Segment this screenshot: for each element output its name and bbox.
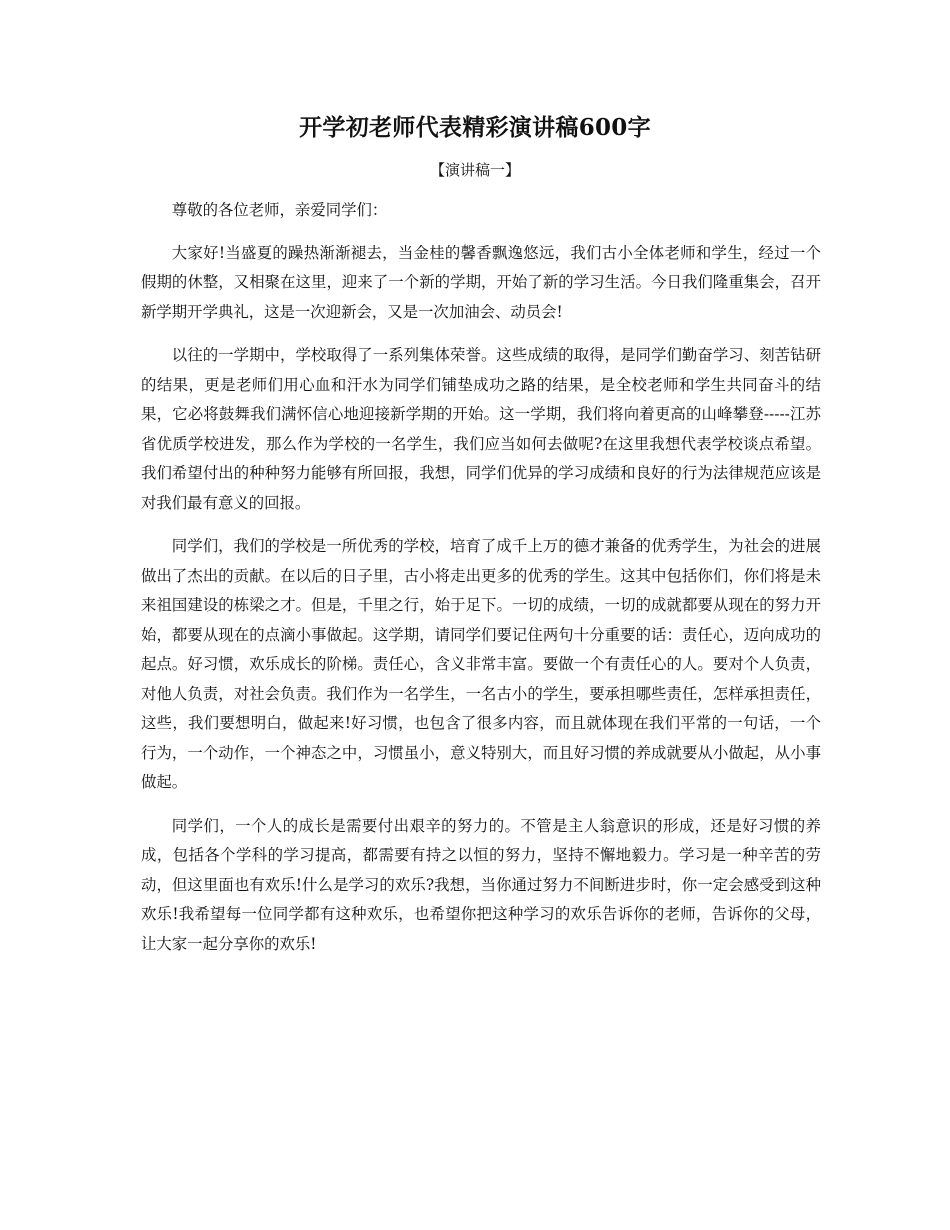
- greeting-paragraph: 尊敬的各位老师，亲爱同学们：: [171, 201, 388, 219]
- document-body: [141, 196, 821, 973]
- body-paragraph: 同学们，一个人的成长是需要付出艰辛的努力的。不管是主人翁意识的形成，还是好习惯的养成，包括各个学科的学习提高，都需要有持之以恒的努力，坚持不懈地毅力。学习是一种辛苦的劳动，但这里面也有欢乐!什么是学习的欢乐?我想，当你通过努力不间断进步时，你一定会感受到这种欢乐!我希望每一位同学都有这种欢乐，也希望你把这种学习的欢乐告诉你的老师，告诉你的父母，让大家一起分享你的欢乐!: [141, 816, 821, 953]
- document-subtitle: 【演讲稿一】: [429, 161, 520, 179]
- body-paragraph: 大家好!当盛夏的躁热渐渐褪去，当金桂的馨香飘逸悠远，我们古小全体老师和学生，经过一个假期的休整，又相聚在这里，迎来了一个新的学期，开始了新的学习生活。今日我们隆重集会，召开新学期开学典礼，这是一次迎新会，又是一次加油会、动员会!: [141, 243, 821, 321]
- document-title: 开学初老师代表精彩演讲稿600字: [299, 114, 651, 141]
- body-paragraph: 同学们，我们的学校是一所优秀的学校，培育了成千上万的德才兼备的优秀学生，为社会的进展做出了杰出的贡献。在以后的日子里，古小将走出更多的优秀的学生。这其中包括你们，你们将是未来祖国建设的栋梁之才。但是，千里之行，始于足下。一切的成绩，一切的成就都要从现在的努力开始，都要从现在的点滴小事做起。这学期，请同学们要记住两句十分重要的话：责任心，迈向成功的起点。好习惯，欢乐成长的阶梯。责任心，含义非常丰富。要做一个有责任心的人。要对个人负责，对他人负责，对社会负责。我们作为一名学生，一名古小的学生，要承担哪些责任，怎样承担责任，这些，我们要想明白，做起来!好习惯，也包含了很多内容，而且就体现在我们平常的一句话，一个行为，一个动作，一个神态之中，习惯虽小，意义特别大，而且好习惯的养成就要从小做起，从小事做起。: [141, 537, 821, 791]
- body-paragraph: 以往的一学期中，学校取得了一系列集体荣誉。这些成绩的取得，是同学们勤奋学习、刻苦钻研的结果，更是老师们用心血和汗水为同学们铺垫成功之路的结果，是全校老师和学生共同奋斗的结果，它必将鼓舞我们满怀信心地迎接新学期的开始。这一学期，我们将向着更高的山峰攀登-----江苏省优质学校进发，那么作为学校的一名学生，我们应当如何去做呢?在这里我想代表学校谈点希望。我们希望付出的种种努力能够有所回报，我想，同学们优异的学习成绩和良好的行为法律规范应该是对我们最有意义的回报。: [141, 346, 821, 512]
